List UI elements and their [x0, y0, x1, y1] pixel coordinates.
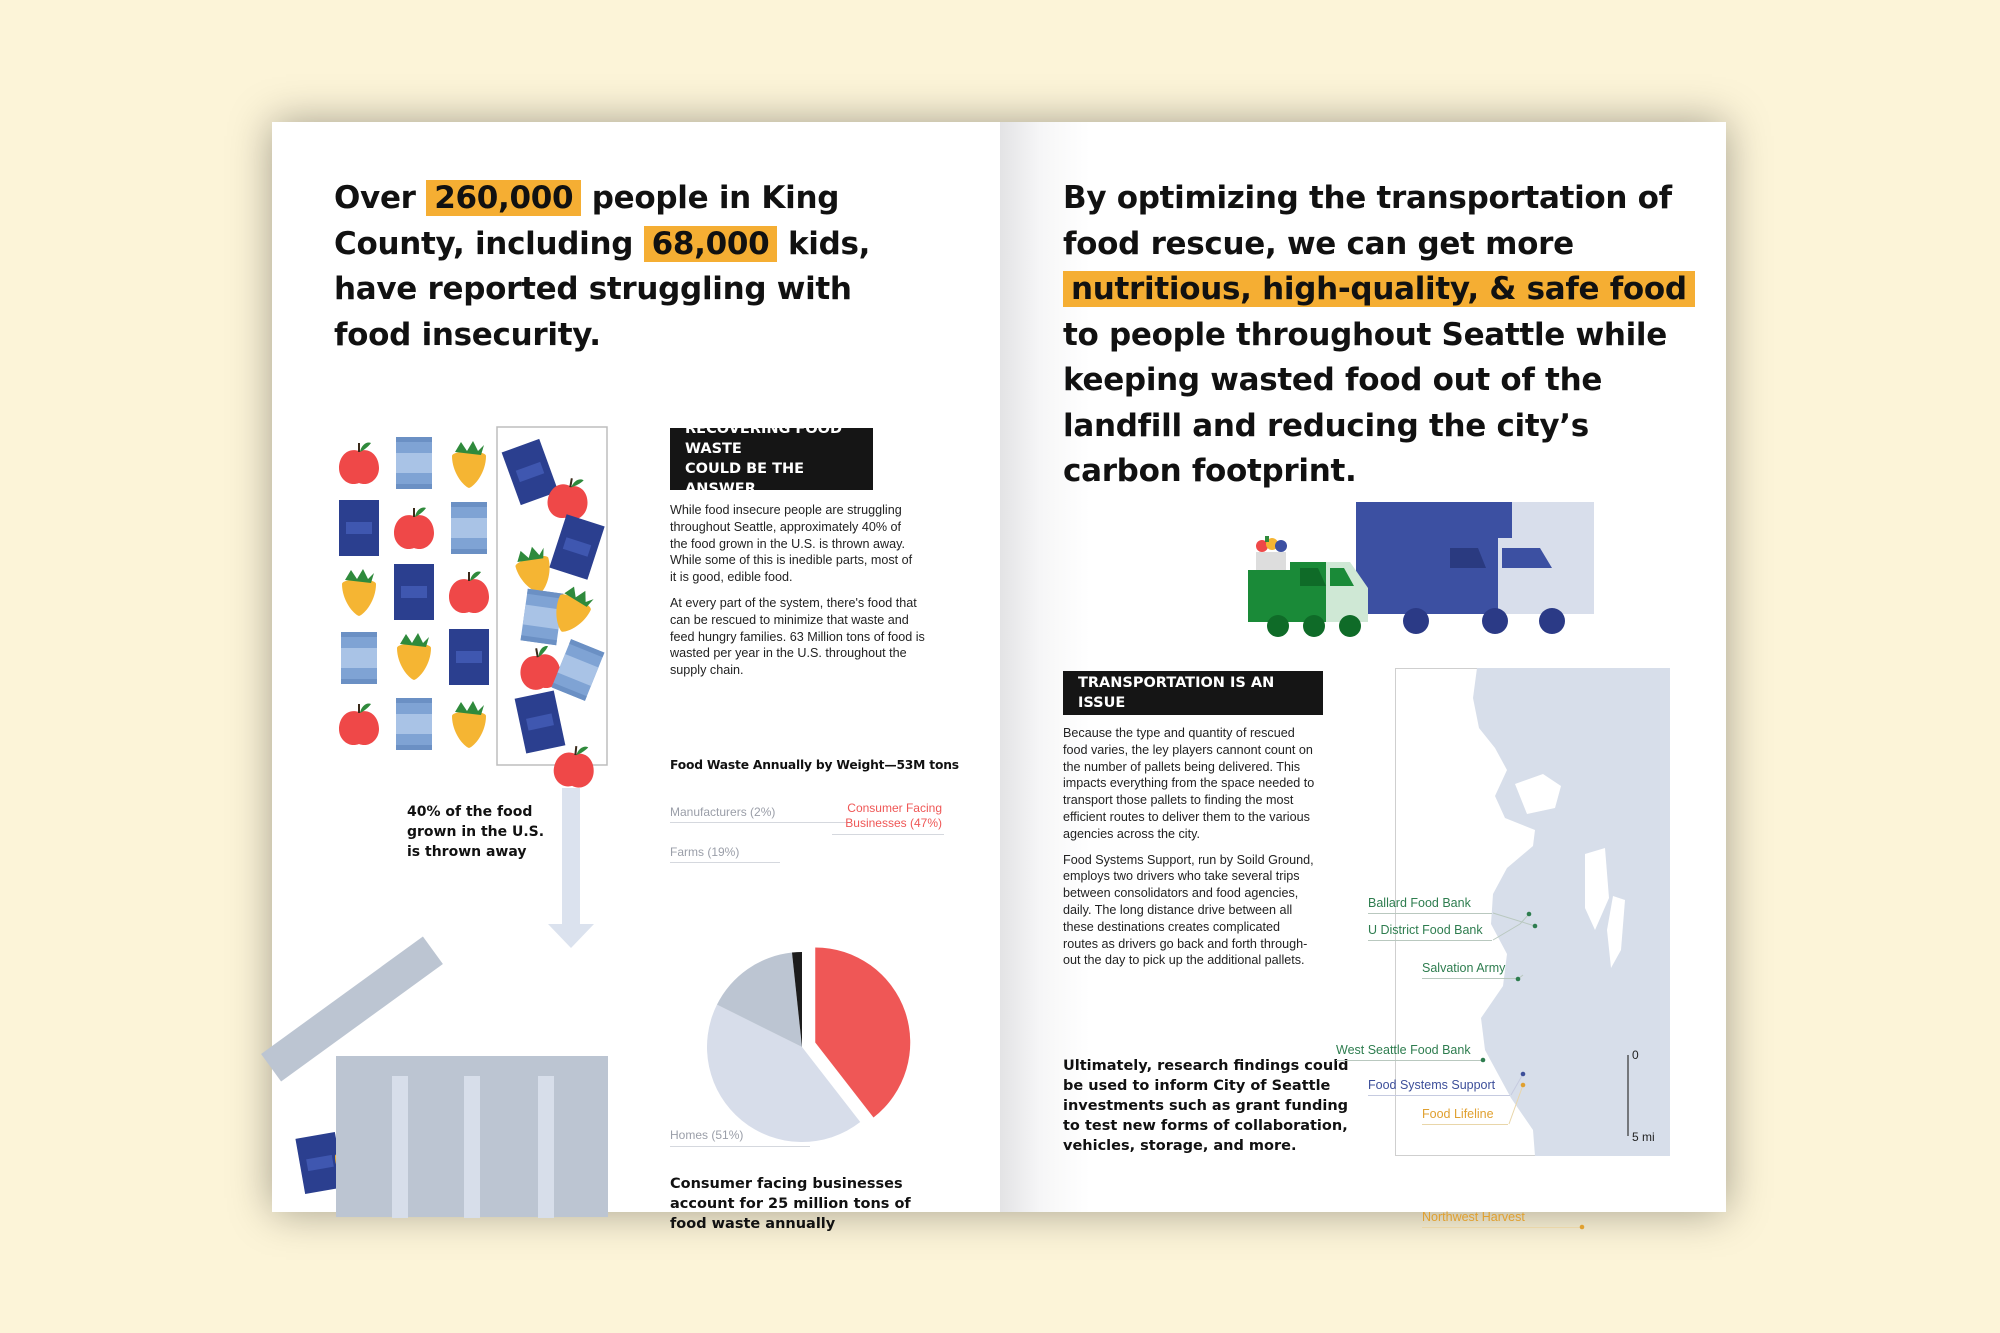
stat-highlight-people: 260,000	[426, 180, 581, 216]
right-page	[1000, 122, 1726, 1224]
delivery-trucks-illustration	[1240, 502, 1670, 652]
map-label-northwest-harvest: Northwest Harvest	[1422, 1210, 1525, 1224]
map-label-food-lifeline: Food Lifeline	[1422, 1107, 1494, 1121]
stat-highlight-kids: 68,000	[644, 226, 778, 262]
transportation-body-text: Because the type and quantity of rescued food varies, the ley players cannont count on the number of pallets being delivered. This impacts everything from the space needed to transport those pallets to finding the most efficient routes to deliver them to the various agencies across the city. Food Systems Support, run by Soild Ground, employs two drivers who take several trips between consolidators and food agencies, daily. The long distance drive between all these destinations creates complicated routes as drivers go back and forth through- out the day to pick up the additional pallets.	[1063, 726, 1315, 968]
map-scale-start: 0	[1632, 1048, 1639, 1062]
trash-bin	[336, 1056, 608, 1212]
recovering-body-text: While food insecure people are struggling throughout Seattle, approximately 40% of the food grown in the U.S. is thrown away. While some of this is inedible parts, most of it is good, edible food. At every part of the system, there's food that can be rescued to minimize that waste and feed hungry families. 63 Million tons of food is wasted per year in the U.S. throughout the supply chain.	[670, 503, 925, 678]
conclusion-text: Ultimately, research findings could be used to inform City of Seattle investments such as grant funding to test new forms of collaboration, vehicles, storage, and more.	[1063, 1058, 1349, 1154]
pie-label-consumer: Consumer Facing Businesses (47%)	[845, 801, 942, 830]
pie-label-homes: Homes (51%)	[670, 1128, 744, 1142]
illustration-caption: 40% of the food grown in the U.S. is thrown away	[407, 804, 545, 860]
map-markers	[1395, 668, 1670, 1156]
pie-chart-title: Food Waste Annually by Weight—53M tons	[670, 758, 959, 772]
pie-label-farms: Farms (19%)	[670, 845, 740, 859]
section-label-recovering: RECOVERING FOOD WASTE COULD BE THE ANSWER	[670, 428, 873, 490]
map-label-westseattle: West Seattle Food Bank	[1336, 1043, 1471, 1057]
map-label-salvation: Salvation Army	[1422, 961, 1506, 975]
pie-caption: Consumer facing businesses account for 25 million tons of food waste annually	[670, 1176, 911, 1232]
section-label-transportation: TRANSPORTATION IS AN ISSUE	[1063, 671, 1323, 715]
left-page	[272, 122, 1000, 1232]
left-headline: Over 260,000 people in King County, including 68,000 kids, have reported struggling with food insecurity.	[334, 180, 871, 353]
map-label-udistrict: U District Food Bank	[1368, 923, 1483, 937]
right-headline: By optimizing the transportation of food rescue, we can get more nutritious, high-quality, & safe food to people throughout Seattle while keeping wasted food out of the landfill and reducing the city’s carbon footprint.	[1063, 176, 1703, 495]
pie-chart	[692, 822, 952, 1152]
map-label-ballard: Ballard Food Bank	[1368, 896, 1471, 910]
map-scale-end: 5 mi	[1632, 1130, 1655, 1144]
pie-label-manufacturers: Manufacturers (2%)	[670, 805, 776, 819]
map-label-food-systems-support: Food Systems Support	[1368, 1078, 1496, 1092]
headline-highlight: nutritious, high-quality, & safe food	[1063, 271, 1695, 307]
